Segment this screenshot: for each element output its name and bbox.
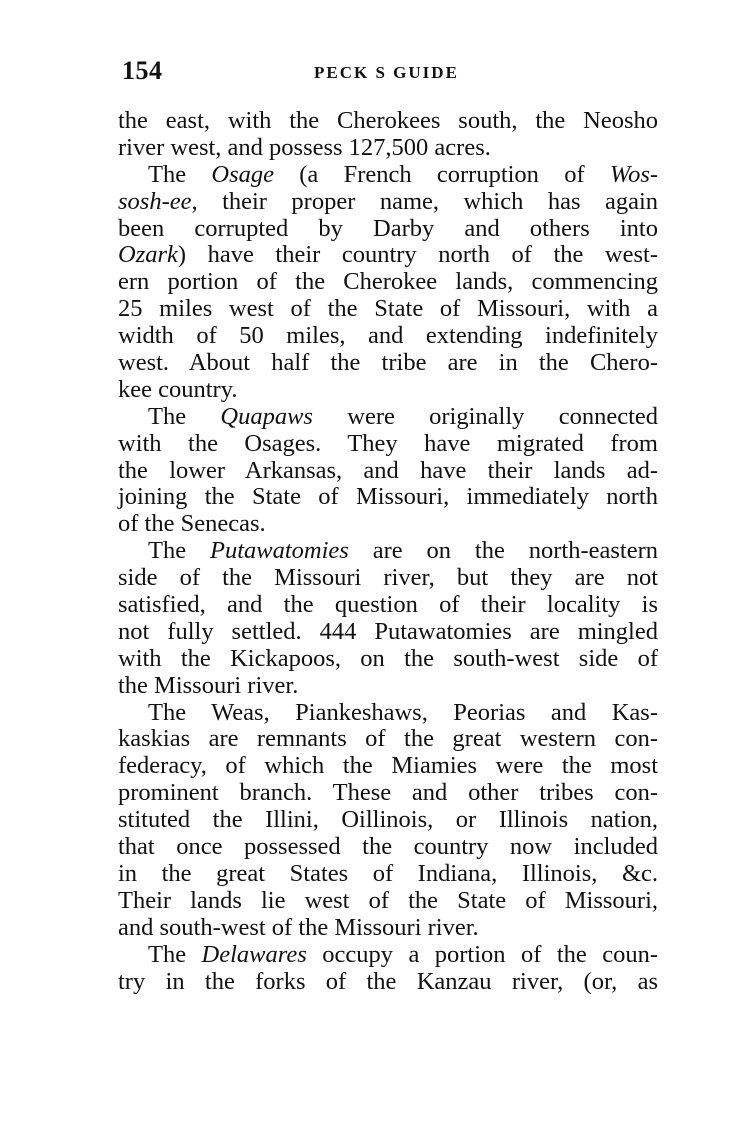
- text-line: prominent branch. These and other tribes con-: [118, 779, 658, 807]
- page-number: 154: [122, 56, 163, 85]
- text-line: the east, with the Cherokees south, the Neosho: [118, 107, 658, 134]
- text-line: The Delawares occupy a portion of the coun-: [148, 940, 658, 968]
- text-line: The Osage (a French corruption of Wos-: [148, 160, 659, 188]
- text-line: 25 miles west of the State of Missouri, with a: [118, 295, 658, 323]
- text-line: in the great States of Indiana, Illinois, &c.: [118, 859, 658, 887]
- text-line: width of 50 miles, and extending indefinitely: [118, 322, 658, 350]
- text-line: been corrupted by Darby and others into: [118, 214, 658, 242]
- text-line: that once possessed the country now included: [118, 833, 658, 861]
- text-line: joining the State of Missouri, immediately north: [118, 483, 658, 511]
- text-line: west. About half the tribe are in the Chero-: [118, 349, 658, 377]
- text-line: river west, and possess 127,500 acres.: [118, 133, 491, 161]
- running-title: PECK S GUIDE: [314, 63, 459, 82]
- text-line: Ozark) have their country north of the west-: [118, 241, 658, 269]
- text-line: the Missouri river.: [118, 671, 299, 699]
- body-text: [118, 108, 658, 995]
- text-line: ern portion of the Cherokee lands, commencing: [118, 268, 658, 296]
- text-line: The Quapaws were originally connected: [148, 402, 659, 430]
- page-header: [118, 56, 658, 90]
- text-line: kaskias are remnants of the great western con-: [118, 725, 658, 753]
- text-line: The Weas, Piankeshaws, Peorias and Kas-: [148, 698, 658, 726]
- text-line: not fully settled. 444 Putawatomies are mingled: [118, 617, 658, 645]
- text-line: satisfied, and the question of their locality is: [118, 591, 658, 619]
- text-line: sosh-ee, their proper name, which has again: [118, 187, 658, 215]
- text-line: with the Kickapoos, on the south-west side of: [118, 644, 658, 672]
- text-line: The Putawatomies are on the north-eastern: [148, 537, 658, 565]
- text-line: Their lands lie west of the State of Missouri,: [118, 886, 658, 914]
- text-line: side of the Missouri river, but they are not: [118, 564, 658, 592]
- text-line: kee country.: [118, 375, 238, 403]
- text-line: of the Senecas.: [118, 510, 266, 538]
- text-line: the lower Arkansas, and have their lands ad-: [118, 456, 658, 484]
- text-line: federacy, of which the Miamies were the most: [118, 752, 658, 780]
- text-line: with the Osages. They have migrated from: [118, 429, 658, 457]
- text-line: and south-west of the Missouri river.: [118, 913, 479, 941]
- text-line: stituted the Illini, Oillinois, or Illinois nation,: [118, 806, 658, 834]
- text-line: try in the forks of the Kanzau river, (or, as: [118, 967, 658, 995]
